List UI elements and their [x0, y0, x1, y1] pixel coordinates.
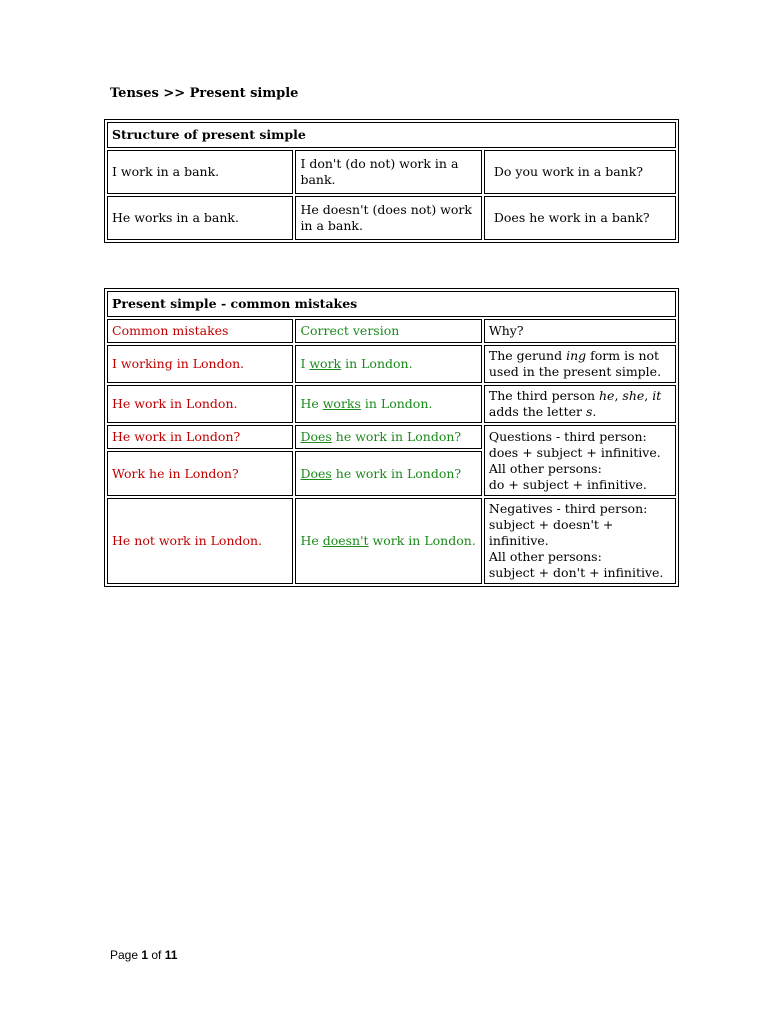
why-text: form is not used in the present simple.: [488, 348, 662, 379]
correct-text: in London.: [341, 356, 413, 371]
correct-cell: [295, 425, 481, 449]
page-of-label: of: [148, 948, 165, 962]
correct-text: in London.: [360, 396, 433, 411]
why-text: .: [592, 404, 597, 419]
correct-cell: [295, 345, 481, 383]
correct-text: he work in London?: [331, 465, 462, 481]
mistakes-table: [104, 288, 679, 587]
header-why: Why?: [484, 319, 676, 343]
table-row: [107, 345, 676, 383]
table-cell: He doesn't (does not) work in a bank.: [295, 196, 481, 240]
why-cell: [484, 345, 676, 383]
page-title: Tenses >> Present simple: [110, 86, 299, 101]
correct-text: work in London.: [368, 533, 476, 548]
correct-keyword: Does: [300, 465, 332, 481]
correct-keyword: work: [309, 356, 342, 371]
why-line: All other persons:: [488, 460, 602, 476]
page-number: 1: [141, 948, 149, 962]
table-row: [107, 385, 676, 423]
why-emphasis: it: [652, 388, 662, 403]
header-correct-version: Correct version: [295, 319, 481, 343]
why-line: Questions - third person:: [488, 428, 647, 444]
why-text: The gerund: [488, 348, 567, 363]
mistake-cell: Work he in London?: [107, 451, 293, 496]
table-row: [107, 425, 676, 449]
why-emphasis: s: [585, 404, 593, 419]
why-emphasis: he: [599, 388, 615, 403]
mistakes-table-title: Present simple - common mistakes: [107, 291, 676, 317]
why-emphasis: ing: [566, 348, 587, 363]
correct-cell: [295, 385, 481, 423]
mistake-cell: He work in London.: [107, 385, 293, 423]
structure-table-title: Structure of present simple: [107, 122, 676, 148]
correct-text: I: [300, 356, 310, 371]
table-row: [107, 291, 676, 317]
table-cell: He works in a bank.: [107, 196, 293, 240]
page-label: Page: [110, 948, 142, 962]
table-row: [107, 196, 676, 240]
table-row: [107, 122, 676, 148]
structure-table: [104, 119, 679, 243]
correct-text: he work in London?: [331, 429, 462, 444]
table-cell: Do you work in a bank?: [484, 150, 676, 194]
why-line: subject + don't + infinitive.: [488, 565, 664, 580]
why-cell: [484, 425, 676, 496]
why-text: ,: [614, 388, 623, 403]
correct-cell: [295, 451, 481, 496]
why-line: subject + doesn't + infinitive.: [488, 517, 614, 548]
why-cell: [484, 498, 676, 584]
mistake-cell: I working in London.: [107, 345, 293, 383]
page-footer: [110, 948, 177, 962]
why-cell: [484, 385, 676, 423]
table-cell: I work in a bank.: [107, 150, 293, 194]
correct-text: He: [300, 533, 323, 548]
page-total: 11: [164, 948, 178, 962]
why-emphasis: she: [622, 388, 645, 403]
correct-keyword: doesn't: [322, 533, 369, 548]
table-header-row: [107, 319, 676, 343]
header-common-mistakes: Common mistakes: [107, 319, 293, 343]
correct-text: He: [300, 396, 323, 411]
table-row: [107, 498, 676, 584]
why-text: ,: [644, 388, 653, 403]
correct-keyword: works: [322, 396, 361, 411]
why-line: Negatives - third person:: [488, 501, 648, 516]
why-text: adds the letter: [488, 404, 586, 419]
correct-keyword: Does: [300, 429, 332, 444]
why-line: All other persons:: [488, 549, 602, 564]
mistake-cell: He not work in London.: [107, 498, 293, 584]
table-cell: I don't (do not) work in a bank.: [295, 150, 481, 194]
why-line: does + subject + infinitive.: [488, 444, 661, 460]
why-text: The third person: [488, 388, 599, 403]
table-row: [107, 150, 676, 194]
why-line: do + subject + infinitive.: [488, 476, 647, 492]
table-cell: Does he work in a bank?: [484, 196, 676, 240]
correct-cell: [295, 498, 481, 584]
mistake-cell: He work in London?: [107, 425, 293, 449]
